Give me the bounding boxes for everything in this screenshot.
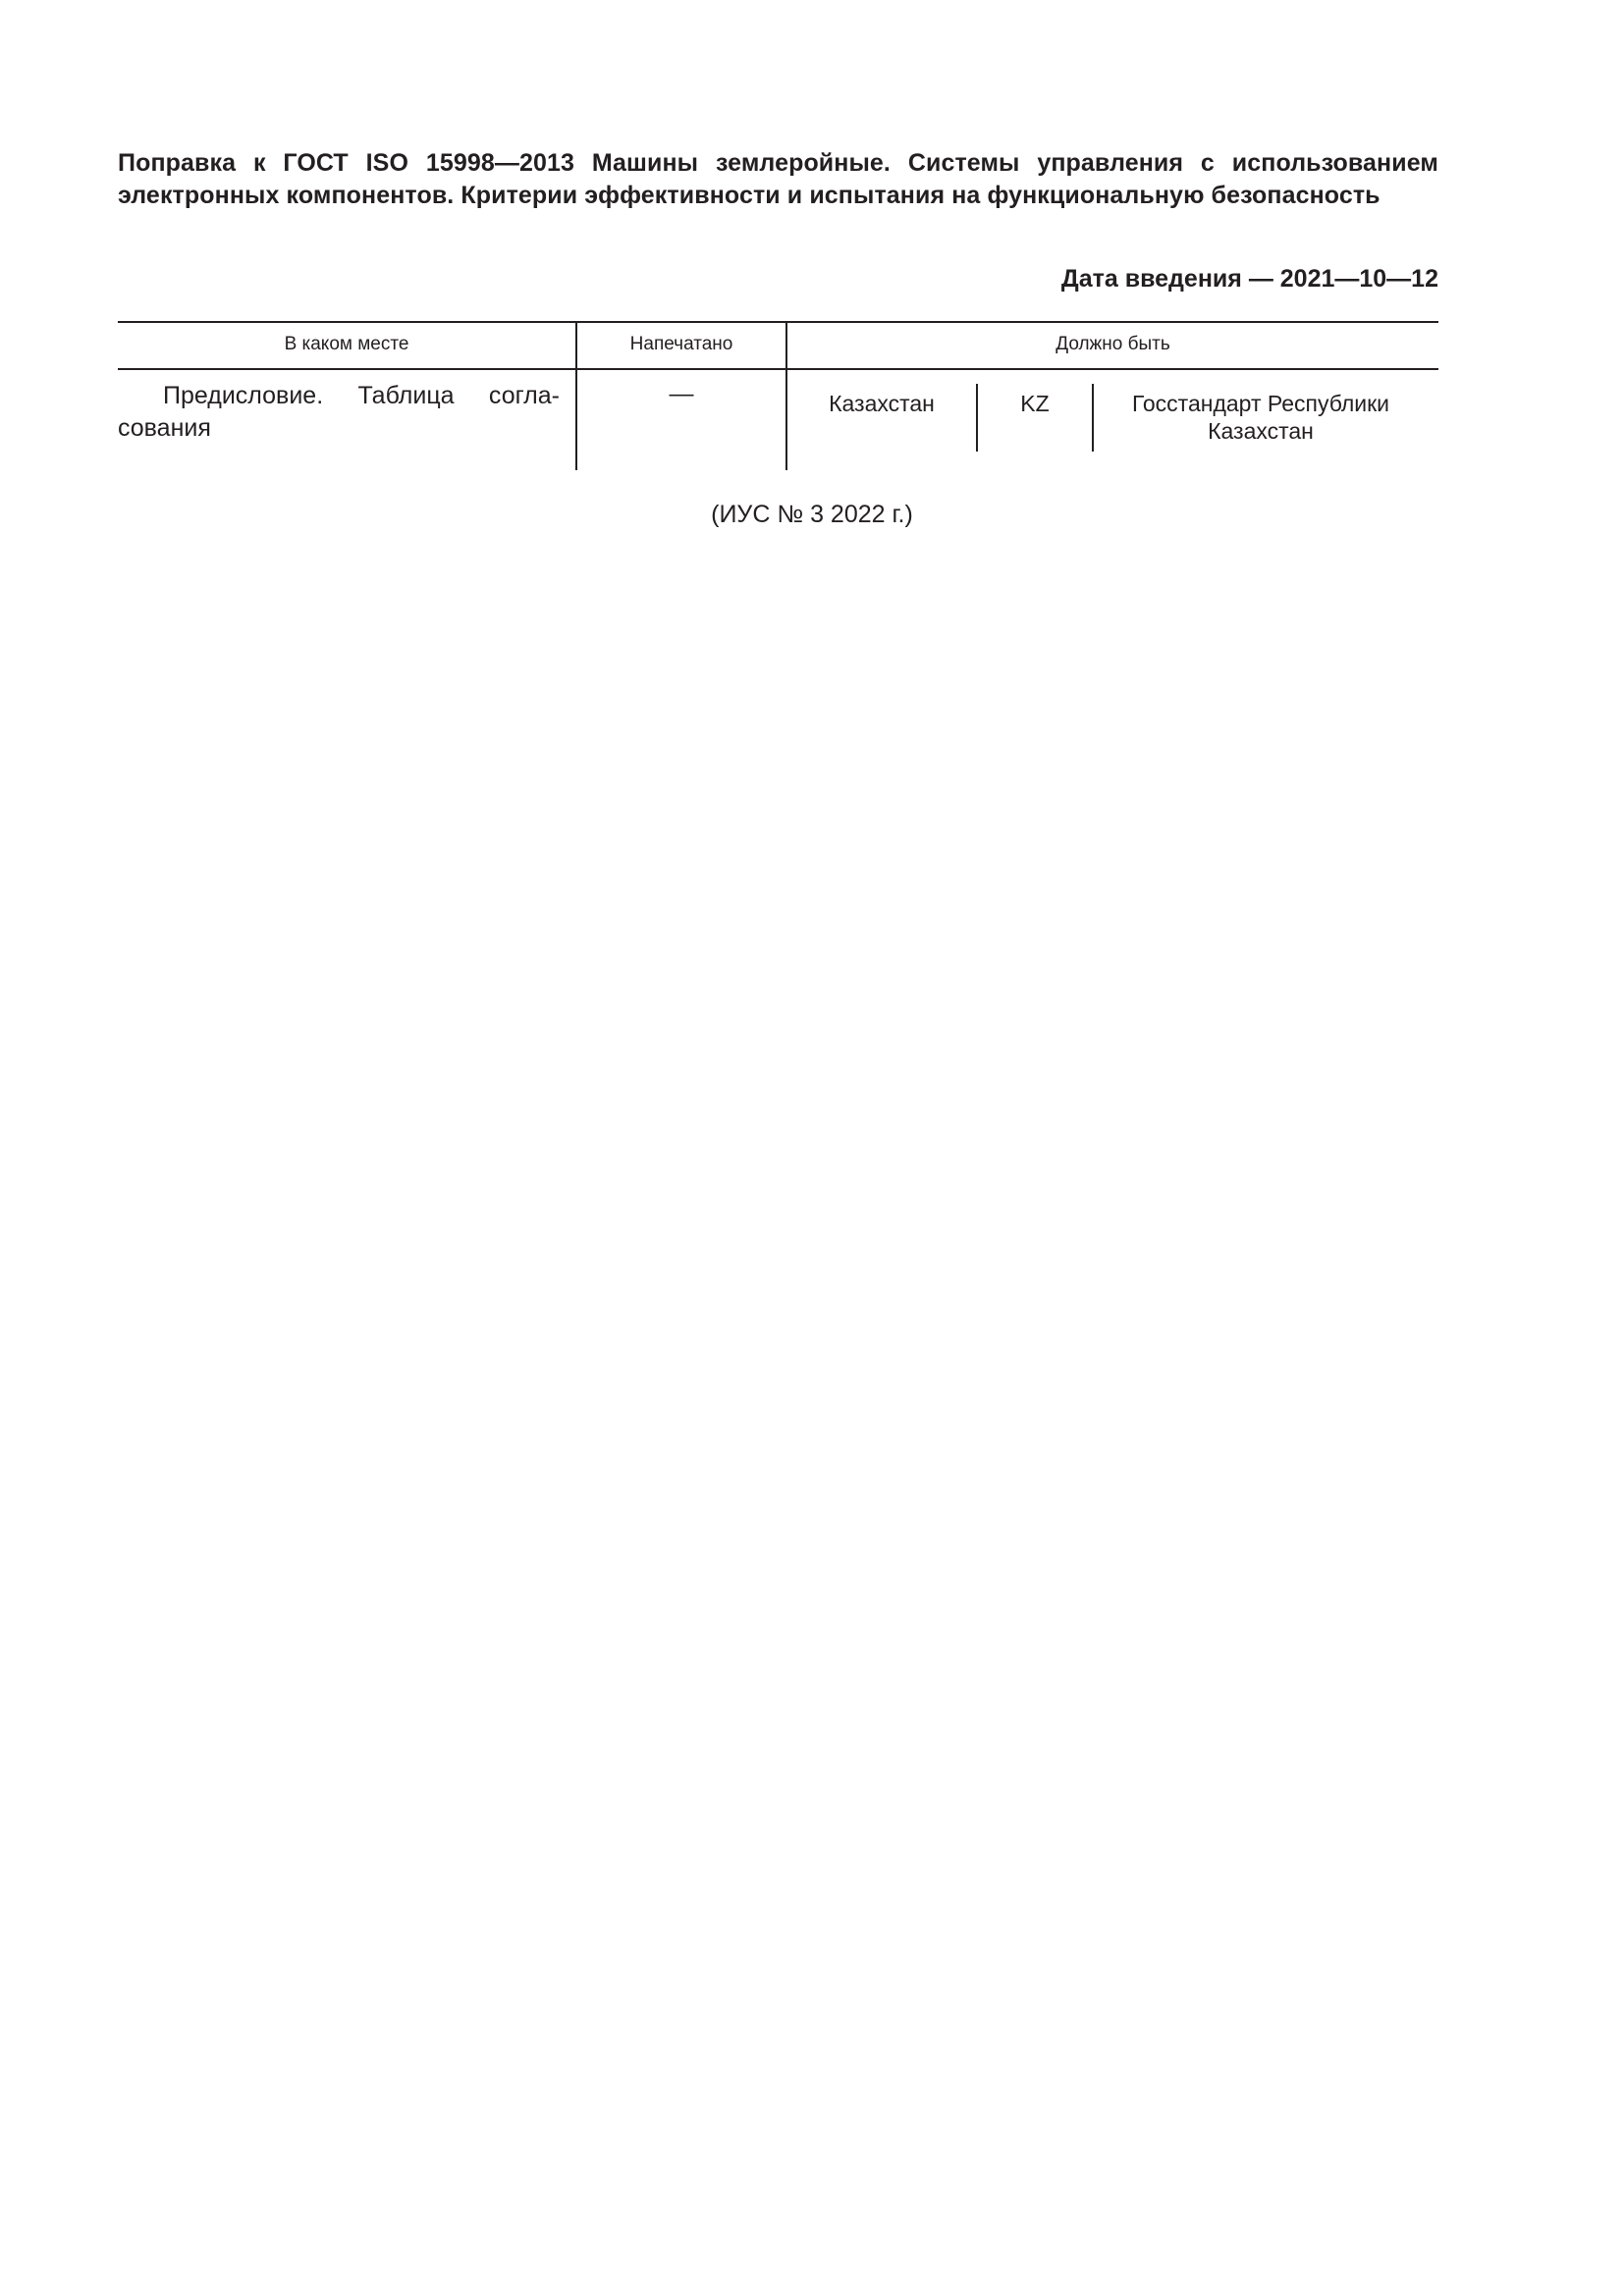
table-top-rule: [118, 321, 1438, 323]
cell-printed: —: [669, 380, 694, 407]
header-location: В каком месте: [284, 334, 409, 354]
cell-country: Казахстан: [829, 391, 935, 416]
cell-standards-body-line2: Казахстан: [1208, 418, 1314, 444]
ius-reference: (ИУС № 3 2022 г.): [711, 501, 913, 528]
amendment-title: Поправка к ГОСТ ISO 15998—2013 Машины землеройные. Системы управления с использованием электронных компонентов. Критерии эффективности и испытания на функциональную безопасность: [118, 149, 1438, 209]
effective-date: Дата введения — 2021—10—12: [1060, 265, 1438, 293]
table-header-rule: [118, 368, 1438, 370]
cell-location-line2: сования: [118, 414, 211, 442]
cell-standards-body-line1: Госстандарт Республики: [1131, 391, 1390, 416]
cell-country-code: KZ: [1020, 391, 1050, 416]
cell-location-line1: Предисловие. Таблица согла-: [163, 382, 560, 409]
amendment-table: [118, 321, 1438, 470]
cell-standards-body: [1094, 390, 1428, 445]
cell-location: [118, 380, 560, 445]
header-printed: Напечатано: [629, 334, 733, 354]
header-should-be: Должно быть: [1056, 334, 1170, 354]
